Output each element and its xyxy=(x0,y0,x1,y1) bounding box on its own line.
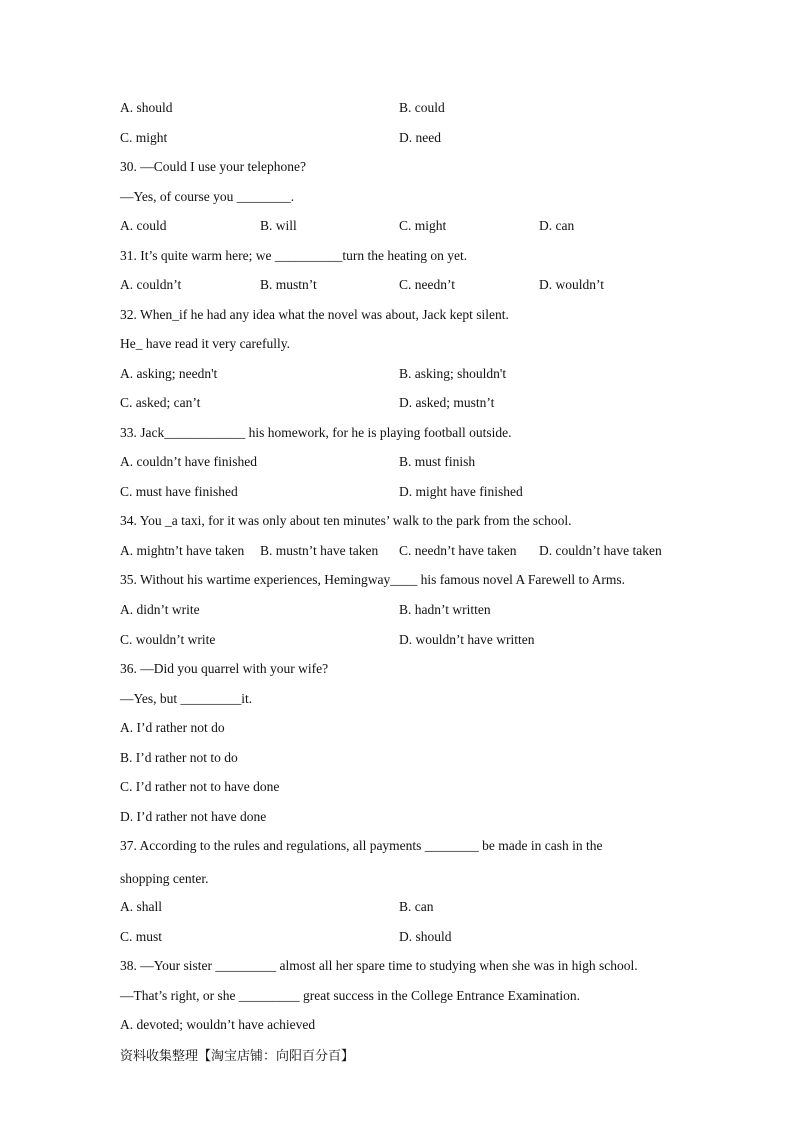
q33-option-d: D. might have finished xyxy=(399,484,523,499)
q36-option-c: C. I’d rather not to have done xyxy=(120,779,280,794)
q31-option-a: A. couldn’t xyxy=(120,277,182,292)
q35-stem: 35. Without his wartime experiences, Hemingway____ his famous novel A Farewell to Arms. xyxy=(120,572,625,587)
q34-stem: 34. You _a taxi, for it was only about ten minutes’ walk to the park from the school. xyxy=(120,513,572,528)
q29-option-b: B. could xyxy=(399,100,445,115)
q38-reply: —That’s right, or she _________ great success in the College Entrance Examination. xyxy=(120,988,581,1003)
q31-stem: 31. It’s quite warm here; we __________turn the heating on yet. xyxy=(120,248,468,263)
q38-stem: 38. —Your sister _________ almost all her spare time to studying when she was in high school. xyxy=(120,958,638,973)
q37-option-c: C. must xyxy=(120,929,163,944)
q30-reply: —Yes, of course you ________. xyxy=(120,189,295,204)
q36-option-b: B. I’d rather not to do xyxy=(120,750,238,765)
q29-option-d: D. need xyxy=(399,130,441,145)
q31-option-b: B. mustn’t xyxy=(260,277,317,292)
q30-option-c: C. might xyxy=(399,218,447,233)
q37-option-b: B. can xyxy=(399,899,434,914)
q37-stem-continued: shopping center. xyxy=(120,871,209,886)
q34-option-a: A. mightn’t have taken xyxy=(120,543,245,558)
q32-option-b: B. asking; shouldn't xyxy=(399,366,507,381)
q30-stem: 30. —Could I use your telephone? xyxy=(120,159,306,174)
footer-note: 资料收集整理【淘宝店铺：向阳百分百】 xyxy=(120,1049,355,1064)
q36-option-a: A. I’d rather not do xyxy=(120,720,225,735)
q36-stem: 36. —Did you quarrel with your wife? xyxy=(120,661,329,676)
q32-option-a: A. asking; needn't xyxy=(120,366,218,381)
q32-option-c: C. asked; can’t xyxy=(120,395,201,410)
q37-option-a: A. shall xyxy=(120,899,162,914)
q30-option-b: B. will xyxy=(260,218,297,233)
q35-option-b: B. hadn’t written xyxy=(399,602,491,617)
q33-option-c: C. must have finished xyxy=(120,484,238,499)
q29-option-a: A. should xyxy=(120,100,173,115)
q37-option-d: D. should xyxy=(399,929,452,944)
q34-option-b: B. mustn’t have taken xyxy=(260,543,379,558)
q31-option-d: D. wouldn’t xyxy=(539,277,605,292)
q35-option-c: C. wouldn’t write xyxy=(120,632,216,647)
q32-option-d: D. asked; mustn’t xyxy=(399,395,495,410)
q34-option-c: C. needn’t have taken xyxy=(399,543,517,558)
q33-stem: 33. Jack____________ his homework, for he is playing football outside. xyxy=(120,425,512,440)
q31-option-c: C. needn’t xyxy=(399,277,455,292)
q33-option-b: B. must finish xyxy=(399,454,476,469)
q36-reply: —Yes, but _________it. xyxy=(120,691,253,706)
q35-option-d: D. wouldn’t have written xyxy=(399,632,535,647)
q32-stem-continued: He_ have read it very carefully. xyxy=(120,336,291,351)
q32-stem: 32. When_if he had any idea what the novel was about, Jack kept silent. xyxy=(120,307,509,322)
q38-option-a: A. devoted; wouldn’t have achieved xyxy=(120,1017,316,1032)
q34-option-d: D. couldn’t have taken xyxy=(539,543,662,558)
q37-stem: 37. According to the rules and regulations, all payments ________ be made in cash in the xyxy=(120,838,603,853)
q30-option-a: A. could xyxy=(120,218,167,233)
q29-option-c: C. might xyxy=(120,130,168,145)
q36-option-d: D. I’d rather not have done xyxy=(120,809,267,824)
q30-option-d: D. can xyxy=(539,218,575,233)
q35-option-a: A. didn’t write xyxy=(120,602,200,617)
q33-option-a: A. couldn’t have finished xyxy=(120,454,257,469)
